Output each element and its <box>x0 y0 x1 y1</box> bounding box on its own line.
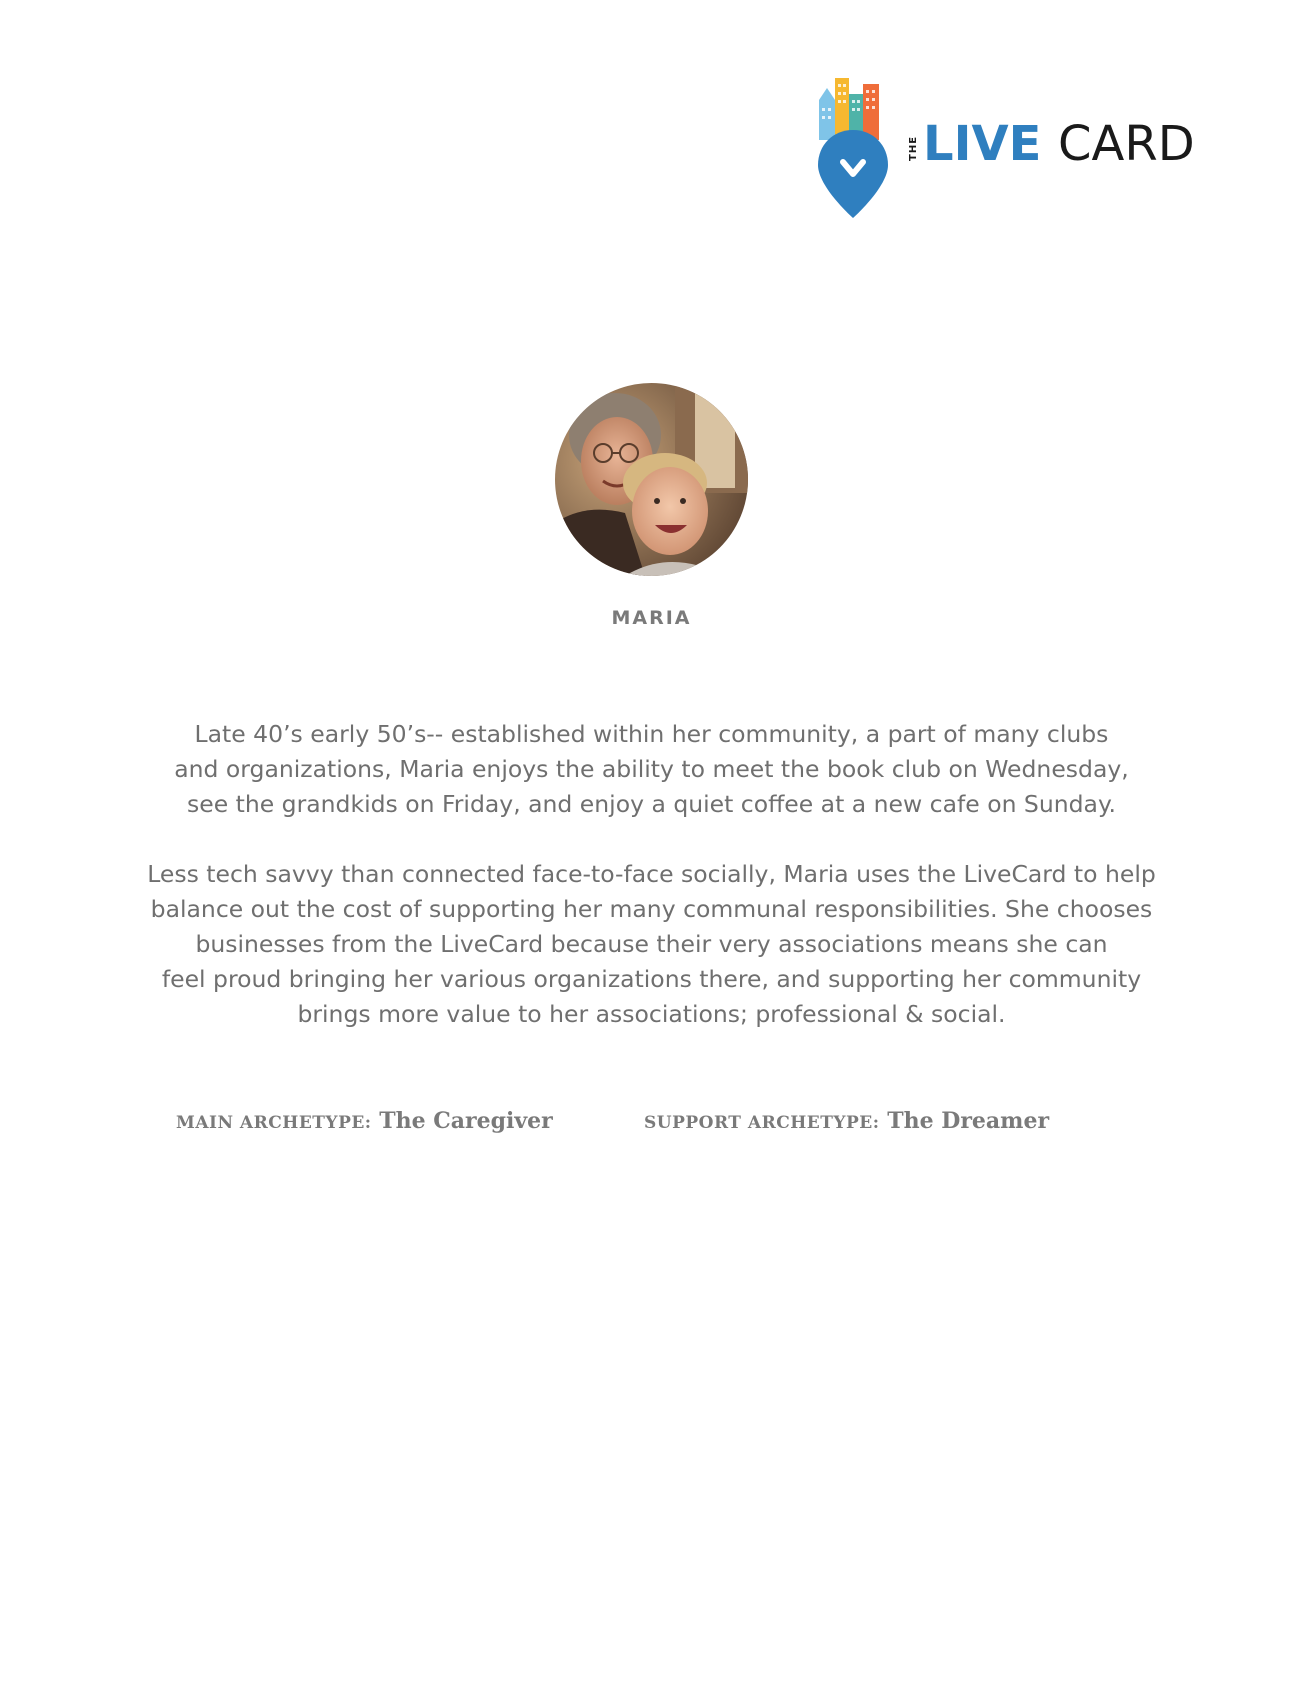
livecard-logo <box>815 72 1215 222</box>
main-archetype <box>176 1108 553 1134</box>
archetypes-row <box>0 1108 1315 1142</box>
persona-photo <box>555 383 748 576</box>
bio-paragraph-1: Late 40’s early 50’s-- established within her community, a part of many clubs and organizations, Maria enjoys the ability to meet the book club on Wednesday, see the grandkids on Friday, and enjoy a quiet coffee at a new cafe on Sunday. <box>174 720 1129 818</box>
city-pin-icon <box>815 72 895 222</box>
logo-live-text: LIVE <box>923 116 1042 172</box>
main-archetype-value: The Caregiver <box>379 1108 553 1134</box>
main-archetype-label: MAIN ARCHETYPE: <box>176 1113 372 1133</box>
support-archetype-value: The Dreamer <box>887 1108 1050 1134</box>
persona-avatar <box>555 383 748 576</box>
logo-the-text: THE <box>908 135 919 161</box>
support-archetype-label: SUPPORT ARCHETYPE: <box>644 1113 880 1133</box>
logo-card-text: CARD <box>1058 116 1195 172</box>
bio-paragraph-2: Less tech savvy than connected face-to-face socially, Maria uses the LiveCard to help balance out the cost of supporting her many communal responsibilities. She chooses businesses from the LiveCard because their very associations means she can feel proud bringing her various organizations there, and supporting her community brings more value to her associations; professional & social. <box>147 860 1156 1028</box>
persona-name: MARIA <box>611 607 692 629</box>
support-archetype <box>644 1108 1049 1134</box>
